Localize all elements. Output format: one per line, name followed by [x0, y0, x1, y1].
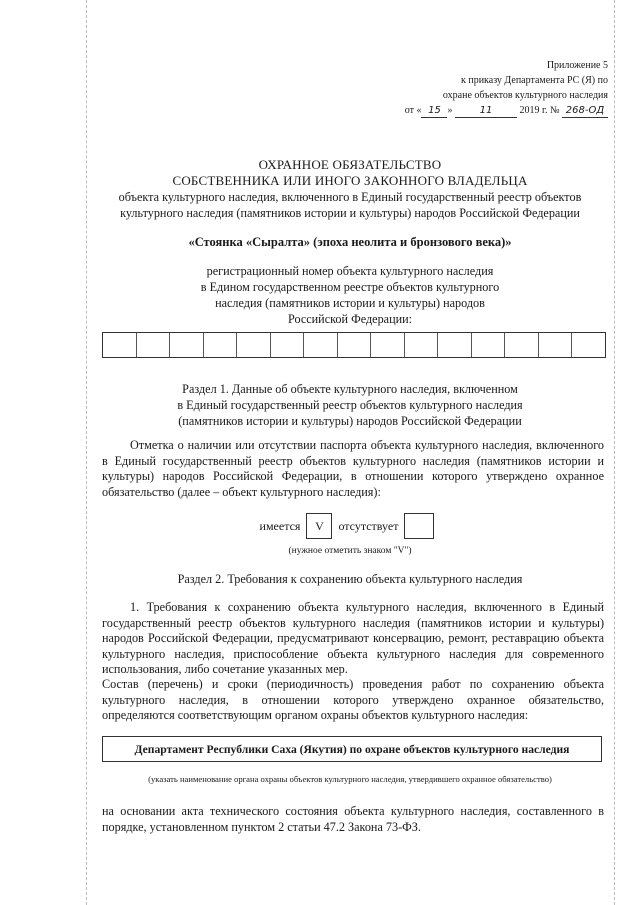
reg-cell	[237, 333, 271, 357]
subtitle-line-1: объекта культурного наследия, включенного в Единый государственный реестр объектов	[118, 190, 582, 204]
date-mid: »	[447, 105, 453, 116]
appendix-line-3: охране объектов культурного наследия	[442, 90, 608, 101]
object-name: «Стоянка «Сыралта» (эпоха неолита и бронзового века)»	[188, 235, 512, 249]
date-month: 11	[455, 105, 517, 118]
reg-cell	[438, 333, 472, 357]
date-prefix: от «	[404, 105, 422, 116]
order-number: 268-ОД	[562, 105, 608, 118]
reg-cell	[405, 333, 439, 357]
reg-cell	[472, 333, 506, 357]
registration-caption	[86, 263, 614, 327]
reg-cell	[271, 333, 305, 357]
document-title-line-1: ОХРАННОЕ ОБЯЗАТЕЛЬСТВО	[258, 157, 442, 172]
registration-line-2: в Едином государственном реестре объектов культурного	[200, 280, 500, 294]
date-year: 2019 г. №	[519, 105, 560, 116]
works-paragraph: Состав (перечень) и сроки (периодичность) проведения работ по сохранению объекта культурного наследия, в отношении которого утверждено охранное обязательство, определяются соответствующим органом охраны объектов культурного наследия:	[102, 677, 604, 722]
fold-line-right	[614, 0, 615, 905]
reg-cell	[204, 333, 238, 357]
subtitle-line-2: культурного наследия (памятников истории и культуры) народов Российской Федерации	[120, 206, 580, 220]
registration-line-3: наследия (памятников истории и культуры) народов	[215, 296, 485, 310]
basis-paragraph: на основании акта технического состояния объекта культурного наследия, составленного в порядке, установленном пунктом 2 статьи 47.2 Закона 73-ФЗ.	[102, 804, 604, 834]
reg-cell	[539, 333, 573, 357]
reg-cell	[371, 333, 405, 357]
fold-line-left	[86, 0, 87, 905]
document-subtitle	[86, 189, 614, 221]
date-day: 15	[421, 105, 447, 118]
section-2-heading: Раздел 2. Требования к сохранению объекта культурного наследия	[177, 572, 523, 586]
document-title-line-2: СОБСТВЕННИКА ИЛИ ИНОГО ЗАКОННОГО ВЛАДЕЛЬЦА	[172, 173, 528, 188]
section-1-heading	[86, 381, 614, 429]
reg-cell	[572, 333, 605, 357]
department-note: (указать наименование органа охраны объектов культурного наследия, утвердившего охранное обязательство)	[148, 774, 552, 784]
no-passport-label: отсутствует	[338, 518, 399, 533]
passport-mark-paragraph: Отметка о наличии или отсутствии паспорта объекта культурного наследия, включенного в Единый государственный реестр объектов культурного наследия (памятников истории и культуры) народов Российской Федерации, в отношении которого утверждено охранное обязательство (далее – объект культурного наследия):	[102, 438, 604, 499]
appendix-header	[368, 58, 608, 118]
reg-cell	[137, 333, 171, 357]
department-field[interactable]: Департамент Республики Саха (Якутия) по охране объектов культурного наследия	[102, 736, 602, 762]
appendix-date-line	[368, 103, 608, 118]
registration-line-4: Российской Федерации:	[287, 312, 413, 326]
requirements-paragraph: 1. Требования к сохранению объекта культурного наследия, включенного в Единый государственный реестр объектов культурного наследия (памятников истории и культуры) народов Российской Федерации, предусматривают консервацию, ремонт, реставрацию объекта культурного наследия, приспособление объекта культурного наследия для современного использования, либо сочетание указанных мер.	[102, 600, 604, 676]
reg-cell	[505, 333, 539, 357]
reg-cell	[170, 333, 204, 357]
has-passport-label: имеется	[259, 518, 301, 533]
section-1-line-3: (памятников истории и культуры) народов Российской Федерации	[178, 414, 522, 428]
appendix-line-1: Приложение 5	[546, 60, 608, 71]
reg-cell	[338, 333, 372, 357]
reg-cell	[304, 333, 338, 357]
no-passport-checkbox[interactable]	[404, 513, 434, 539]
passport-choice	[86, 513, 614, 539]
section-1-line-1: Раздел 1. Данные об объекте культурного наследия, включенном	[182, 382, 518, 396]
has-passport-checkbox[interactable]: V	[306, 513, 332, 539]
reg-cell	[103, 333, 137, 357]
section-1-line-2: в Единый государственный реестр объектов культурного наследия	[177, 398, 523, 412]
choice-note: (нужное отметить знаком "V")	[288, 546, 412, 556]
appendix-line-2: к приказу Департамента РС (Я) по	[460, 75, 608, 86]
registration-line-1: регистрационный номер объекта культурного наследия	[206, 264, 494, 278]
registration-number-grid	[102, 332, 606, 358]
